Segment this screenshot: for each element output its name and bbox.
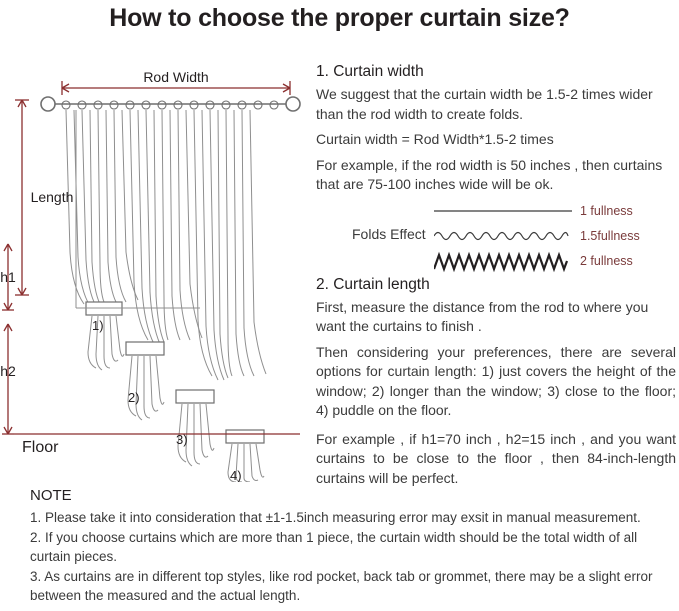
section-1-paragraph-1: We suggest that the curtain width be 1.5-2 times wider than the rod width to create folds.	[316, 86, 653, 122]
page-title: How to choose the proper curtain size?	[109, 4, 570, 32]
svg-text:2): 2)	[128, 390, 140, 405]
svg-text:h1: h1	[0, 269, 16, 285]
fold-level-3: 2 fullness	[580, 253, 633, 268]
svg-text:1): 1)	[92, 318, 104, 333]
note-line-1: 1. Please take it into consideration that ±1-1.5inch measuring error may exsit in manual measurement.	[30, 510, 641, 525]
folds-effect-diagram	[316, 201, 676, 273]
svg-text:h2: h2	[0, 363, 16, 379]
note-line-3: 3. As curtains are in different top styles, like rod pocket, back tab or grommet, there may be a slight error between the measured and the actual length.	[30, 568, 653, 603]
section-2-paragraph-2: Then considering your preferences, there are several options for curtain length: 1) just covers the height of the window; 2) longer than the window; 3) close to the floor; 4) puddle on the floor.	[316, 343, 676, 418]
section-1-example: For example, if the rod width is 50 inches , then curtains that are 75-100 inches wide will be ok.	[316, 156, 663, 192]
svg-text:Length: Length	[30, 189, 74, 205]
curtain-diagram	[0, 52, 312, 482]
svg-text:3): 3)	[176, 432, 188, 447]
note-title: NOTE	[30, 487, 72, 504]
section-1-formula: Curtain width = Rod Width*1.5-2 times	[316, 131, 554, 147]
instructions-column	[316, 62, 676, 488]
folds-effect-label: Folds Effect	[352, 225, 426, 242]
svg-text:Rod Width: Rod Width	[143, 69, 209, 85]
note-block	[30, 487, 670, 606]
svg-text:4): 4)	[230, 468, 242, 482]
section-2-heading: 2. Curtain length	[316, 275, 430, 293]
fold-level-2: 1.5fullness	[580, 228, 640, 243]
section-1-heading: 1. Curtain width	[316, 63, 424, 80]
svg-text:Floor: Floor	[22, 439, 59, 456]
note-line-2: 2. If you choose curtains which are more than 1 piece, the curtain width should be the total width of all curtain pieces.	[30, 529, 638, 564]
fold-level-1: 1 fullness	[580, 203, 633, 218]
section-2-paragraph-1: First, measure the distance from the rod to where you want the curtains to finish .	[316, 298, 649, 334]
section-2-example: For example , if h1=70 inch , h2=15 inch , and you want curtains to be close to the floor , then 84-inch-length curtains will be perfect.	[316, 430, 676, 486]
